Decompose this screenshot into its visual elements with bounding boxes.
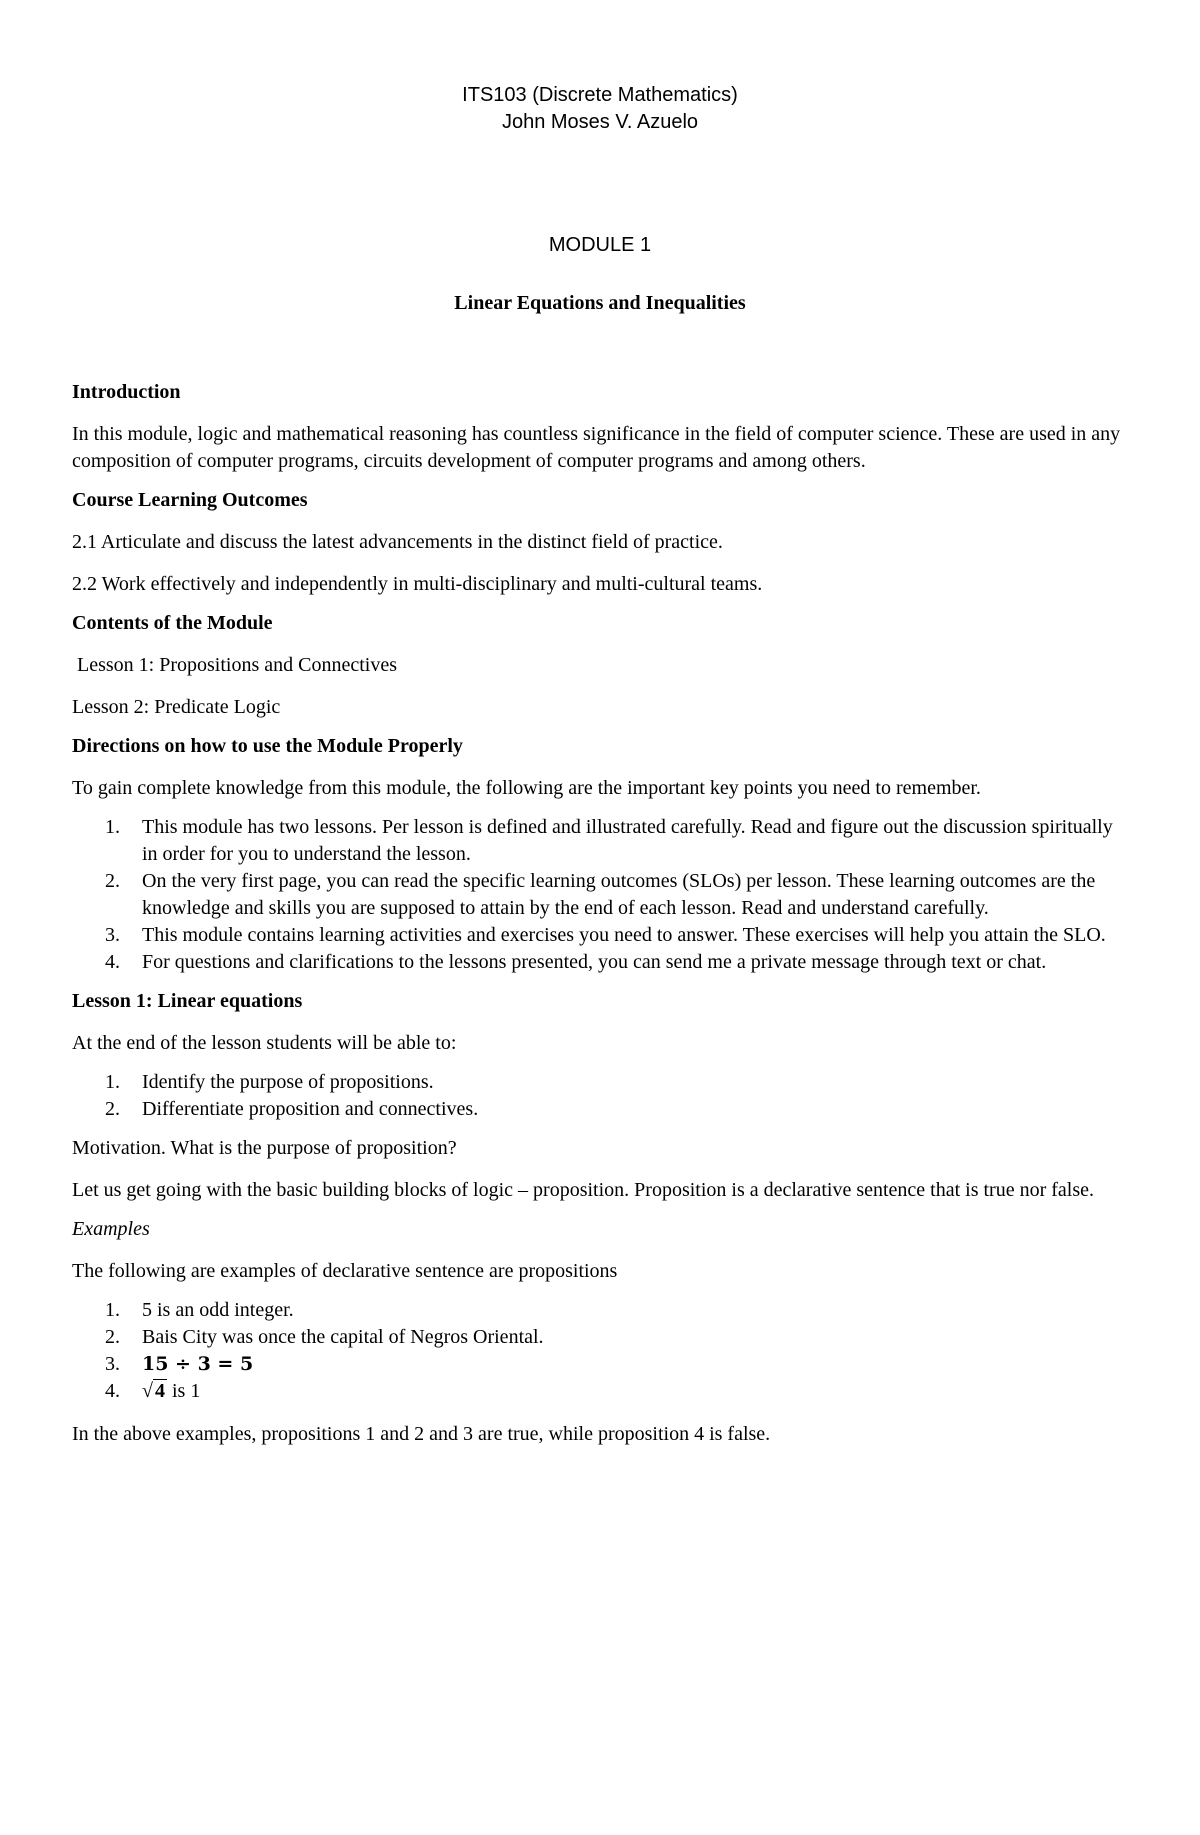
contents-heading: Contents of the Module xyxy=(72,612,273,634)
contents-item: Lesson 2: Predicate Logic xyxy=(72,696,281,718)
list-item: 2. Bais City was once the capital of Negros Oriental. xyxy=(105,1326,544,1348)
outcome-item: 2.2 Work effectively and independently in multi-disciplinary and multi-cultural teams. xyxy=(72,573,763,595)
directions-list xyxy=(72,814,1130,976)
examples-label: Examples xyxy=(72,1218,150,1240)
lesson1-intro: At the end of the lesson students will be able to: xyxy=(72,1032,457,1054)
introduction-text: In this module, logic and mathematical reasoning has countless significance in the field of computer science. These are used in any composition of computer programs, circuits development of computer programs and among others. xyxy=(72,423,1121,472)
list-item: 2. Differentiate proposition and connectives. xyxy=(105,1098,479,1120)
list-item: 1. 5 is an odd integer. xyxy=(105,1299,294,1321)
list-item: 4. For questions and clarifications to the lessons presented, you can send me a private message through text or chat. xyxy=(105,951,1047,973)
outcomes-heading: Course Learning Outcomes xyxy=(72,489,308,511)
lesson1-heading: Lesson 1: Linear equations xyxy=(72,990,303,1012)
directions-heading: Directions on how to use the Module Properly xyxy=(72,735,463,757)
document-header xyxy=(0,82,1200,136)
list-item: 3. 15 ÷ 3 = 5 xyxy=(105,1353,254,1375)
outcome-item: 2.1 Articulate and discuss the latest advancements in the distinct field of practice. xyxy=(72,531,723,553)
objectives-list xyxy=(72,1069,1130,1123)
list-item: 3. This module contains learning activities and exercises you need to answer. These exercises will help you attain the SLO. xyxy=(105,924,1106,946)
radical-sign-icon: √ xyxy=(142,1380,153,1402)
motivation-text: Motivation. What is the purpose of proposition? xyxy=(72,1137,457,1159)
introduction-heading: Introduction xyxy=(72,381,181,403)
examples-intro: The following are examples of declarative sentence are propositions xyxy=(72,1260,618,1282)
list-item: 1. This module has two lessons. Per lesson is defined and illustrated carefully. Read and figure out the discussion spiritually in order for you to understand the lesson. xyxy=(105,816,1113,865)
course-title: ITS103 (Discrete Mathematics) xyxy=(462,84,738,106)
module-label: MODULE 1 xyxy=(548,234,652,256)
list-item: 1. Identify the purpose of propositions. xyxy=(105,1071,434,1093)
radicand: 4 xyxy=(154,1380,165,1402)
examples-list xyxy=(72,1297,1130,1405)
directions-intro: To gain complete knowledge from this module, the following are the important key points you need to remember. xyxy=(72,777,981,799)
math-expression: 15 ÷ 3 = 5 xyxy=(142,1353,254,1375)
square-root-expression xyxy=(142,1378,167,1405)
author-name: John Moses V. Azuelo xyxy=(501,111,699,133)
definition-text: Let us get going with the basic building blocks of logic – proposition. Proposition is a declarative sentence that is true nor false. xyxy=(72,1179,1095,1201)
conclusion-text: In the above examples, propositions 1 and 2 and 3 are true, while proposition 4 is false. xyxy=(72,1423,771,1445)
document-body xyxy=(72,379,1130,1448)
list-item: 2. On the very first page, you can read the specific learning outcomes (SLOs) per lesson. These learning outcomes are the knowledge and skills you are supposed to attain by the end of each lesson. Read and understand carefully. xyxy=(105,870,1096,919)
module-title: Linear Equations and Inequalities xyxy=(454,292,746,314)
contents-item: Lesson 1: Propositions and Connectives xyxy=(77,654,397,676)
list-item: 4. √ 4 is 1 xyxy=(72,1378,1130,1405)
